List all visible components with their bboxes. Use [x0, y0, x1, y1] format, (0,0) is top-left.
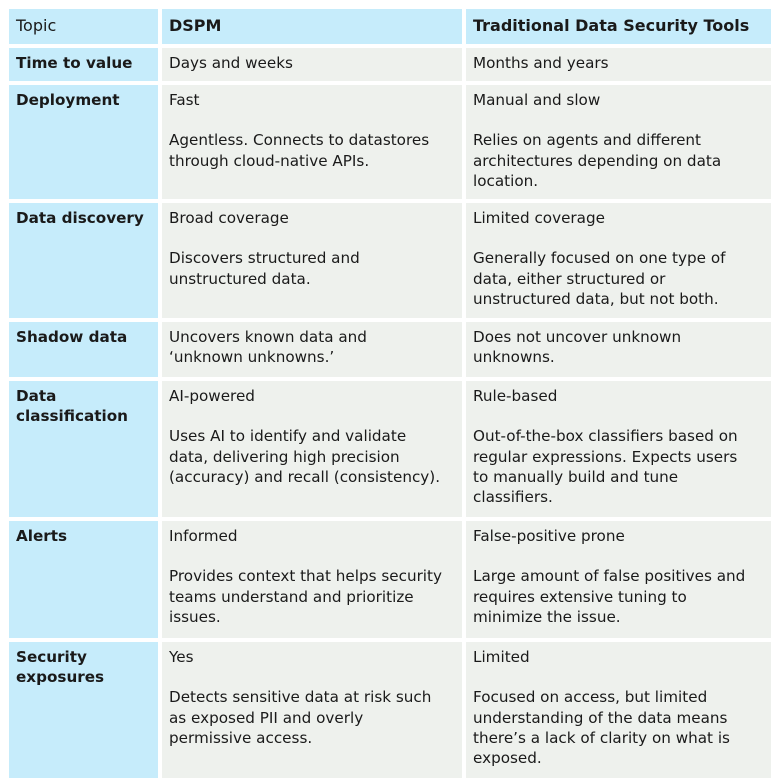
dspm-title: Days and weeks [169, 54, 293, 72]
paragraph-gap [169, 546, 455, 566]
header-dspm: DSPM [162, 9, 462, 44]
paragraph-gap [473, 406, 764, 426]
row-dspm-cell [162, 642, 462, 778]
dspm-title: Broad coverage [169, 209, 289, 227]
row-dspm-cell [162, 85, 462, 199]
row-traditional-cell [466, 203, 771, 318]
row-topic: Time to value [9, 48, 158, 81]
row-dspm-cell [162, 381, 462, 517]
dspm-detail: Detects sensitive data at risk such as exposed PII and overly permissive access. [169, 688, 432, 747]
paragraph-gap [473, 667, 764, 687]
traditional-detail: Relies on agents and different architectures depending on data location. [473, 131, 722, 190]
paragraph-gap [473, 110, 764, 130]
traditional-detail: Out-of-the-box classifiers based on regular expressions. Expects users to manually build and tune classifiers. [473, 427, 738, 507]
row-traditional-cell [466, 48, 771, 81]
dspm-detail: Provides context that helps security teams understand and prioritize issues. [169, 567, 442, 626]
row-traditional-cell [466, 642, 771, 778]
dspm-title: AI-powered [169, 387, 255, 405]
dspm-detail: Uses AI to identify and validate data, delivering high precision (accuracy) and recall (consistency). [169, 427, 441, 486]
traditional-detail: Focused on access, but limited understanding of the data means there’s a lack of clarity on what is exposed. [473, 688, 730, 768]
traditional-detail: Large amount of false positives and requires extensive tuning to minimize the issue. [473, 567, 746, 626]
row-dspm-cell [162, 521, 462, 638]
paragraph-gap [169, 228, 455, 248]
row-topic: Security exposures [9, 642, 158, 778]
traditional-title: Months and years [473, 54, 609, 72]
row-topic: Data classification [9, 381, 158, 517]
dspm-title: Uncovers known data and ‘unknown unknowns.’ [169, 328, 367, 367]
dspm-title: Informed [169, 527, 238, 545]
dspm-title: Fast [169, 91, 200, 109]
row-dspm-cell [162, 322, 462, 377]
paragraph-gap [473, 228, 764, 248]
paragraph-gap [169, 667, 455, 687]
row-topic: Data discovery [9, 203, 158, 318]
row-topic: Alerts [9, 521, 158, 638]
row-topic: Deployment [9, 85, 158, 199]
dspm-detail: Agentless. Connects to datastores through cloud-native APIs. [169, 131, 430, 170]
header-traditional: Traditional Data Security Tools [466, 9, 771, 44]
traditional-detail: Generally focused on one type of data, either structured or unstructured data, but not both. [473, 249, 726, 308]
row-dspm-cell [162, 203, 462, 318]
traditional-title: Does not uncover unknown unknowns. [473, 328, 682, 367]
header-topic: Topic [9, 9, 158, 44]
row-traditional-cell [466, 521, 771, 638]
paragraph-gap [169, 110, 455, 130]
row-traditional-cell [466, 322, 771, 377]
row-topic: Shadow data [9, 322, 158, 377]
row-dspm-cell [162, 48, 462, 81]
row-traditional-cell [466, 85, 771, 199]
comparison-table [9, 9, 771, 778]
row-traditional-cell [466, 381, 771, 517]
paragraph-gap [473, 546, 764, 566]
traditional-title: Manual and slow [473, 91, 601, 109]
dspm-title: Yes [169, 648, 194, 666]
traditional-title: False-positive prone [473, 527, 625, 545]
traditional-title: Limited [473, 648, 530, 666]
dspm-detail: Discovers structured and unstructured data. [169, 249, 360, 288]
paragraph-gap [169, 406, 455, 426]
traditional-title: Limited coverage [473, 209, 605, 227]
traditional-title: Rule-based [473, 387, 558, 405]
